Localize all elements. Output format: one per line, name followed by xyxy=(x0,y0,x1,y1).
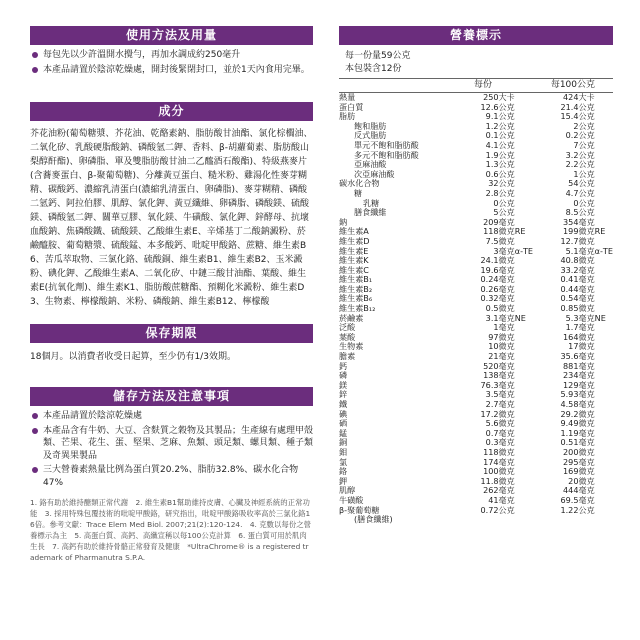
unit-per-100g: 毫克 xyxy=(578,494,595,505)
nutrient-name: 鉀 xyxy=(339,475,348,486)
usage-item: 本產品請置於陰涼乾燥處，開封後緊閉封口，並於1天內食用完畢。 xyxy=(30,64,313,77)
nutrient-name: 脂肪 xyxy=(339,111,356,122)
value-per-serving: 7.5 xyxy=(485,235,499,246)
value-per-100g: 234 xyxy=(563,370,579,381)
nutrient-name: 維生素B₁₂ xyxy=(339,303,376,314)
value-per-100g: 21.4 xyxy=(560,101,579,112)
value-per-100g: 15.4 xyxy=(560,111,579,122)
value-per-100g: 4.7 xyxy=(565,187,579,198)
storage-header: 儲存方法及注意事項 xyxy=(30,387,313,406)
nutrient-name: 硒 xyxy=(339,418,348,429)
value-per-serving: 1.9 xyxy=(485,149,499,160)
servings-per-pack: 本包裝含12份 xyxy=(345,64,402,74)
value-per-serving: 209 xyxy=(483,216,499,227)
unit-per-100g: 公克 xyxy=(578,139,595,150)
unit-per-serving: 微克 xyxy=(498,303,515,314)
unit-per-serving: 毫克 xyxy=(498,360,515,371)
unit-per-100g: 毫克 xyxy=(578,283,595,294)
nutrient-name: 鈉 xyxy=(339,216,348,227)
unit-per-100g: 毫克 xyxy=(578,264,595,275)
unit-per-serving: 微克 xyxy=(498,235,515,246)
nutrient-name: 鐵 xyxy=(339,399,348,409)
value-per-serving: 76.3 xyxy=(480,379,499,390)
unit-per-serving: 公克 xyxy=(498,504,515,515)
usage-list xyxy=(30,49,313,76)
value-per-serving: 3.5 xyxy=(485,389,499,400)
value-per-100g: 169 xyxy=(563,466,579,477)
value-per-serving: 1.2 xyxy=(485,120,499,131)
value-per-serving: 17.2 xyxy=(480,408,499,419)
unit-per-100g: 微克 xyxy=(578,255,595,266)
unit-per-100g: 公克 xyxy=(578,504,595,515)
ingredients-header: 成分 xyxy=(30,102,313,121)
unit-per-100g: 公克 xyxy=(578,168,595,179)
nutrient-name: 維生素E xyxy=(339,245,369,256)
unit-per-serving: 毫克 xyxy=(498,437,515,448)
unit-per-100g: 微克 xyxy=(578,235,595,246)
unit-per-100g: 微克RE xyxy=(578,226,606,237)
unit-per-100g: 毫克 xyxy=(578,322,595,333)
nutrient-name: 鉬 xyxy=(339,446,348,457)
value-per-serving: 3 xyxy=(493,245,499,256)
unit-per-serving: 公克 xyxy=(498,111,515,122)
unit-per-serving: 公克 xyxy=(498,207,515,218)
value-per-serving: 19.6 xyxy=(480,264,499,275)
nutrient-name: 維生素B₆ xyxy=(339,293,373,304)
value-per-100g: 2.2 xyxy=(565,159,579,170)
value-per-serving: 0.3 xyxy=(485,437,499,448)
unit-per-serving: 毫克 xyxy=(498,351,515,362)
value-per-100g: 3.2 xyxy=(565,149,579,160)
nutrient-name: 糖 xyxy=(354,187,363,198)
col-per-100g: 每100公克 xyxy=(550,80,595,90)
unit-per-serving: 毫克α-TE xyxy=(498,245,534,256)
nutrition-table xyxy=(339,93,613,525)
unit-per-serving: 公克 xyxy=(498,159,515,170)
value-per-100g: 4.58 xyxy=(560,399,579,409)
value-per-serving: 1.3 xyxy=(485,159,499,170)
value-per-serving: 174 xyxy=(483,456,499,467)
column-header-row xyxy=(339,79,613,92)
unit-per-100g: 微克 xyxy=(578,303,595,314)
unit-per-serving: 毫克 xyxy=(498,264,515,275)
value-per-serving: 100 xyxy=(483,466,499,477)
nutrient-name: 飽和脂肪 xyxy=(354,120,387,131)
value-per-100g: 54 xyxy=(568,178,579,189)
value-per-100g: 0.44 xyxy=(560,283,579,294)
unit-per-100g: 微克 xyxy=(578,446,595,457)
shelf-life-header: 保存期限 xyxy=(30,324,313,343)
value-per-serving: 0.6 xyxy=(485,168,499,179)
unit-per-serving xyxy=(499,515,551,525)
value-per-100g: 424 xyxy=(563,92,579,102)
value-per-serving: 0.7 xyxy=(485,427,499,438)
value-per-100g: 1.22 xyxy=(560,504,579,515)
nutrient-name: 碘 xyxy=(339,408,348,419)
nutrient-name: 鉻 xyxy=(339,466,348,477)
nutrient-name: 維生素B₁ xyxy=(339,274,373,285)
unit-per-serving: 毫克 xyxy=(498,322,515,333)
value-per-100g: 35.6 xyxy=(560,351,579,362)
value-per-serving: 118 xyxy=(483,226,499,237)
value-per-serving: 0 xyxy=(493,197,499,208)
unit-per-serving: 微克RE xyxy=(498,226,526,237)
unit-per-100g: 公克 xyxy=(578,187,595,198)
value-per-serving: 5.6 xyxy=(485,418,499,429)
value-per-serving: 32 xyxy=(488,178,499,189)
unit-per-serving: 毫克 xyxy=(498,274,515,285)
unit-per-serving: 毫克 xyxy=(498,494,515,505)
unit-per-100g: 公克 xyxy=(578,111,595,122)
value-per-100g: 200 xyxy=(563,446,579,457)
unit-per-serving: 公克 xyxy=(498,149,515,160)
unit-per-serving: 毫克 xyxy=(498,370,515,381)
value-per-serving: 97 xyxy=(488,331,499,342)
unit-per-serving: 公克 xyxy=(498,168,515,179)
unit-per-100g: 微克 xyxy=(578,466,595,477)
value-per-serving: 41 xyxy=(488,494,499,505)
unit-per-100g: 毫克 xyxy=(578,274,595,285)
unit-per-100g: 微克 xyxy=(578,331,595,342)
nutrient-name: 磷 xyxy=(339,370,348,381)
nutrient-name: 亞麻油酸 xyxy=(354,159,387,170)
value-per-100g: 0.41 xyxy=(560,274,579,285)
value-per-100g: 1.7 xyxy=(565,322,579,333)
unit-per-100g: 毫克 xyxy=(578,399,595,409)
value-per-serving: 21 xyxy=(488,351,499,362)
storage-item: 本產品含有牛奶、大豆、含麩質之穀物及其製品；生產線有處理甲殼類、芒果、花生、蛋、堅果、芝麻、魚類、頭足類、螺貝類、種子類及奇異果製品 xyxy=(30,425,313,463)
nutrient-name: 維生素K xyxy=(339,255,369,266)
unit-per-100g: 微克 xyxy=(578,475,595,486)
unit-per-100g: 毫克 xyxy=(578,456,595,467)
unit-per-100g: 公克 xyxy=(578,149,595,160)
value-per-100g: 20 xyxy=(568,475,579,486)
unit-per-serving: 毫克 xyxy=(498,379,515,390)
unit-per-100g: 公克 xyxy=(578,207,595,218)
value-per-serving: 262 xyxy=(483,485,499,496)
value-per-serving: 2.8 xyxy=(485,187,499,198)
value-per-100g: 1.19 xyxy=(560,427,579,438)
serving-info xyxy=(339,50,613,76)
unit-per-serving: 微克 xyxy=(498,341,515,352)
value-per-serving: 0.1 xyxy=(485,130,499,141)
value-per-serving: 2.7 xyxy=(485,399,499,409)
unit-per-serving: 微克 xyxy=(498,331,515,342)
nutrient-name: 銅 xyxy=(339,437,348,448)
value-per-100g: 7 xyxy=(573,139,579,150)
nutrient-name: 菸鹼素 xyxy=(339,312,364,323)
unit-per-100g: 微克 xyxy=(578,341,595,352)
storage-item: 三大營養素熱量比例為蛋白質20.2%、脂肪32.8%、碳水化合物47% xyxy=(30,464,313,489)
nutrient-name: 維生素C xyxy=(339,264,369,275)
unit-per-100g: 公克 xyxy=(578,178,595,189)
value-per-100g: 0.54 xyxy=(560,293,579,304)
nutrient-name: (膳食纖維) xyxy=(354,514,393,525)
unit-per-100g: 公克 xyxy=(578,197,595,208)
unit-per-100g: 公克 xyxy=(578,159,595,170)
value-per-serving: 12.6 xyxy=(480,101,499,112)
left-column xyxy=(30,26,313,563)
serving-size: 每一份量59公克 xyxy=(345,51,411,61)
nutrient-name: 葉酸 xyxy=(339,331,356,342)
nutrition-panel xyxy=(339,26,613,525)
value-per-100g: 5.1 xyxy=(565,245,579,256)
value-per-100g: 12.7 xyxy=(560,235,579,246)
unit-per-serving: 毫克 xyxy=(498,399,515,409)
value-per-100g: 444 xyxy=(563,485,579,496)
unit-per-100g: 毫克 xyxy=(578,216,595,227)
value-per-100g: 69.5 xyxy=(560,494,579,505)
value-per-serving: 3.1 xyxy=(485,312,499,323)
unit-per-serving: 毫克 xyxy=(498,216,515,227)
unit-per-serving: 公克 xyxy=(498,178,515,189)
value-per-100g: 0.2 xyxy=(565,130,579,141)
value-per-100g: 5.3 xyxy=(565,312,579,323)
usage-item: 每包先以少許溫開水攪勻，再加水調成約250毫升 xyxy=(30,49,313,62)
nutrient-name: 次亞麻油酸 xyxy=(354,168,395,179)
ingredients-text: 芥花油粉(葡萄糖漿、芥花油、乾酪素鈉、脂肪酸甘油酯、氯化棕櫚油、二氧化矽、乳酸硬脂酸鈉、磷酸氫二鉀、香料、β-胡蘿蔔素、脂肪酸山梨醇酐酯)、卵磷脂、單及雙脂肪酸甘油二乙醯酒石酸酯)、特級燕麥片(含蕎麥蛋白、β-聚葡萄糖)、分離黃豆蛋白、糙米粉、雞湯化性麥芽糊精、碳酸鈣、濃縮乳清蛋白(濃縮乳清蛋白、卵磷脂)、麥芽糊精、磷酸二氫鈣、阿拉伯膠、肌醇、氯化鉀、黃豆纖維、卵磷脂、磷酸鎂、硫酸鎂、磷酸氫二鉀、關華豆膠、氧化鎂、牛磺酸、氯化鉀、鋅酵母、抗壞血酸鈉、焦磷酸鐵、硫酸鎂、乙酸維生素E、辛烯基丁二酸鈉澱粉、菸鹼醯胺、葡萄糖漿、硫酸錳、本多酸鈣、吡啶甲酸鉻、蔗糖、維生素B6、苦瓜萃取物、三氯化鉻、硫酸銅、維生素B1、維生素B2、玉米澱粉、碘化鉀、乙酸維生素A、二氧化矽、中鏈三酸甘油酯、葉酸、維生素E(抗氧化劑)、維生素K1、脂肪酸蔗糖酯、預糊化米澱粉、維生素D3、生物素、檸檬酸鈉、米粉、磷酸鈉、維生素B12、檸檬酸 xyxy=(30,129,313,307)
nutrient-name: 維生素B₂ xyxy=(339,283,373,294)
unit-per-serving: 毫克NE xyxy=(498,312,526,323)
nutrient-name: 錳 xyxy=(339,427,348,438)
footnote: 1. 鉻有助於維持醣類正常代謝 2. 維生素B1幫助維持皮膚、心臟及神經系統的正常功能 3. 採用特殊包覆技術的吡啶甲酸鉻，研究指出，吡啶甲酸鉻吸收率高於三氯化鉻16倍。參考文獻：Trace Elem Med Biol. 2007;21(2):120-124. 4. 克數以每份之營養標示為主 5. 高蛋白質、高鈣、高纖宣稱以每100公克計算 6. 蛋白質可用於肌肉生長 7. 高鈣有助於維持骨骼正常發育及健康 *UltraChrome® is a registered trademark of Pharmanutra S.P.A. xyxy=(30,498,311,562)
nutrient-name: 熱量 xyxy=(339,92,356,102)
value-per-serving: 118 xyxy=(483,446,499,457)
unit-per-serving: 公克 xyxy=(498,139,515,150)
value-per-serving: 0.26 xyxy=(480,283,499,294)
value-per-serving: 24.1 xyxy=(480,255,499,266)
unit-per-100g: 公克 xyxy=(578,120,595,131)
value-per-100g: 17 xyxy=(568,341,579,352)
unit-per-100g: 微克 xyxy=(578,418,595,429)
nutrient-name: 碳水化合物 xyxy=(339,178,380,189)
nutrient-name: 生物素 xyxy=(339,341,364,352)
value-per-serving: 9.1 xyxy=(485,111,499,122)
unit-per-100g: 毫克 xyxy=(578,379,595,390)
value-per-100g: 354 xyxy=(563,216,579,227)
unit-per-serving: 公克 xyxy=(498,130,515,141)
value-per-100g: 1 xyxy=(573,168,579,179)
nutrient-name: 牛磺酸 xyxy=(339,494,364,505)
value-per-100g: 40.8 xyxy=(560,255,579,266)
value-per-serving xyxy=(469,515,499,525)
nutrient-name: 膽素 xyxy=(339,351,356,362)
storage-list xyxy=(30,410,313,489)
value-per-100g: 881 xyxy=(563,360,579,371)
unit-per-serving: 公克 xyxy=(498,187,515,198)
nutrient-name: 膳食纖維 xyxy=(354,207,387,218)
unit-per-serving: 微克 xyxy=(498,255,515,266)
value-per-100g: 164 xyxy=(563,331,579,342)
unit-per-serving: 毫克 xyxy=(498,293,515,304)
value-per-100g: 0.85 xyxy=(560,303,579,314)
unit-per-100g: 公克 xyxy=(578,101,595,112)
unit-per-100g: 毫克 xyxy=(578,389,595,400)
value-per-serving: 250 xyxy=(483,92,499,102)
shelf-life-text: 18個月。以消費者收受日起算，至少仍有1/3效期。 xyxy=(30,352,236,362)
nutrient-name: 維生素A xyxy=(339,226,369,237)
nutrient-name: 維生素D xyxy=(339,235,370,246)
nutrition-rows xyxy=(339,93,613,525)
nutrient-name: 肌醇 xyxy=(339,485,356,496)
unit-per-100g: 大卡 xyxy=(578,92,595,102)
unit-per-serving: 公克 xyxy=(498,197,515,208)
col-per-serving: 每份 xyxy=(473,80,492,90)
nutrient-name: 鎂 xyxy=(339,379,348,390)
value-per-100g: 0.51 xyxy=(560,437,579,448)
value-per-serving: 0.5 xyxy=(485,303,499,314)
unit-per-serving: 毫克 xyxy=(498,456,515,467)
nutrient-name: 氯 xyxy=(339,456,348,467)
value-per-100g: 29.2 xyxy=(560,408,579,419)
value-per-serving: 0.72 xyxy=(480,504,499,515)
value-per-serving: 4.1 xyxy=(485,139,499,150)
value-per-serving: 10 xyxy=(488,341,499,352)
value-per-serving: 11.8 xyxy=(480,475,499,486)
value-per-100g: 2 xyxy=(573,120,579,131)
nutrient-name: 多元不飽和脂肪酸 xyxy=(354,149,419,160)
value-per-100g: 0 xyxy=(573,197,579,208)
usage-header: 使用方法及用量 xyxy=(30,26,313,45)
nutrient-name: 蛋白質 xyxy=(339,101,364,112)
unit-per-serving: 大卡 xyxy=(498,92,515,102)
value-per-100g xyxy=(550,515,578,525)
value-per-100g: 5.93 xyxy=(560,389,579,400)
unit-per-serving: 微克 xyxy=(498,475,515,486)
nutrient-name: 泛酸 xyxy=(339,322,356,333)
unit-per-100g: 毫克NE xyxy=(578,312,606,323)
value-per-100g: 129 xyxy=(563,379,579,390)
value-per-100g: 33.2 xyxy=(560,264,579,275)
unit-per-100g: 毫克α-TE xyxy=(578,245,613,256)
unit-per-100g: 毫克 xyxy=(578,293,595,304)
value-per-100g: 199 xyxy=(563,226,579,237)
unit-per-serving: 毫克 xyxy=(498,389,515,400)
unit-per-serving: 微克 xyxy=(498,466,515,477)
value-per-100g: 9.49 xyxy=(560,418,579,429)
value-per-serving: 520 xyxy=(483,360,499,371)
value-per-serving: 0.24 xyxy=(480,274,499,285)
value-per-serving: 138 xyxy=(483,370,499,381)
value-per-100g: 295 xyxy=(563,456,579,467)
nutrient-name: 乳糖 xyxy=(363,197,380,208)
unit-per-serving: 毫克 xyxy=(498,485,515,496)
nutrient-name: 鋅 xyxy=(339,389,348,400)
unit-per-100g: 毫克 xyxy=(578,437,595,448)
storage-item: 本產品請置於陰涼乾燥處 xyxy=(30,410,313,423)
nutrition-header: 營養標示 xyxy=(339,26,613,45)
nutrition-row xyxy=(339,189,613,199)
unit-per-serving: 毫克 xyxy=(498,283,515,294)
unit-per-100g: 毫克 xyxy=(578,427,595,438)
unit-per-100g: 毫克 xyxy=(578,485,595,496)
unit-per-serving: 毫克 xyxy=(498,427,515,438)
value-per-serving: 1 xyxy=(493,322,499,333)
unit-per-serving: 微克 xyxy=(498,408,515,419)
nutrient-name: 單元不飽和脂肪酸 xyxy=(354,139,419,150)
nutrient-name: β-聚葡萄糖 xyxy=(339,504,380,515)
unit-per-serving: 公克 xyxy=(498,101,515,112)
unit-per-100g: 微克 xyxy=(578,408,595,419)
value-per-serving: 0.32 xyxy=(480,293,499,304)
nutrient-name: 鈣 xyxy=(339,360,348,371)
unit-per-100g: 毫克 xyxy=(578,370,595,381)
unit-per-100g xyxy=(578,515,613,525)
nutrient-name: 反式脂肪 xyxy=(354,130,387,141)
unit-per-serving: 公克 xyxy=(498,120,515,131)
nutrition-row xyxy=(339,515,613,525)
unit-per-serving: 微克 xyxy=(498,418,515,429)
unit-per-100g: 毫克 xyxy=(578,360,595,371)
unit-per-100g: 毫克 xyxy=(578,351,595,362)
unit-per-serving: 微克 xyxy=(498,446,515,457)
value-per-serving: 5 xyxy=(493,207,499,218)
value-per-100g: 8.5 xyxy=(565,207,579,218)
unit-per-100g: 公克 xyxy=(578,130,595,141)
